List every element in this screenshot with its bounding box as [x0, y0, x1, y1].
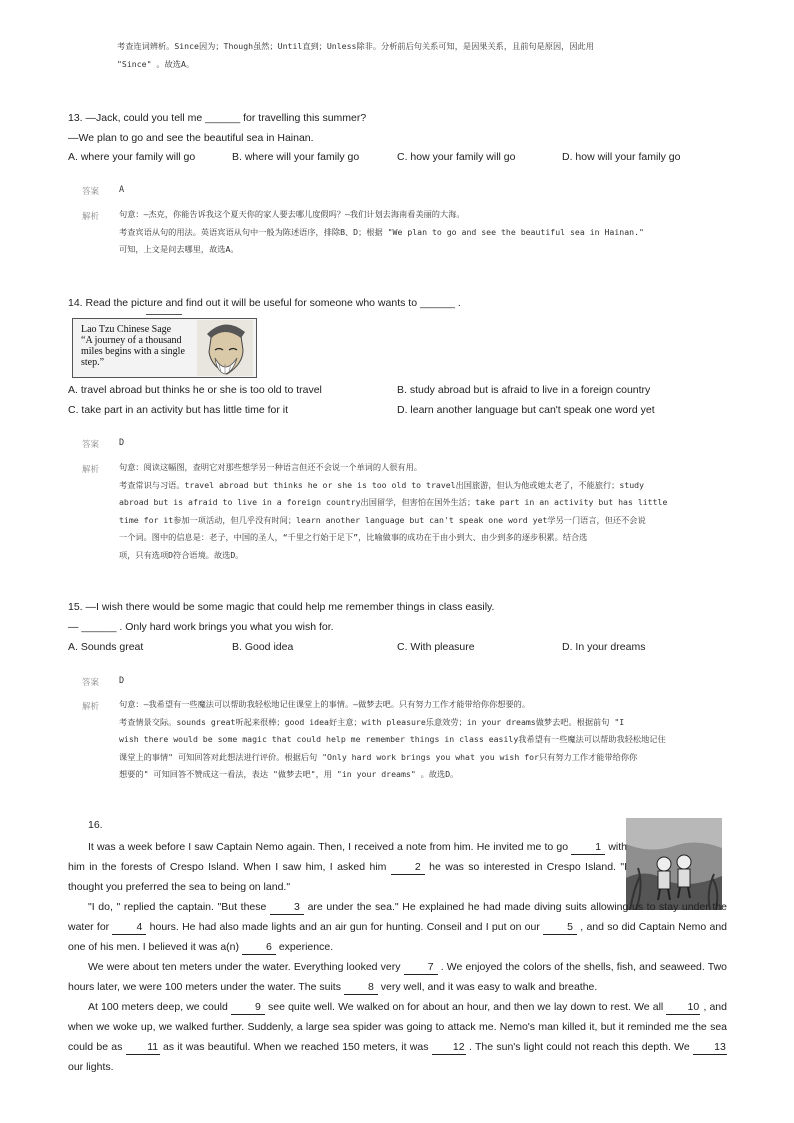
q13-option-a[interactable]: A. where your family will go — [68, 151, 196, 163]
blank-1[interactable]: 1 — [571, 840, 605, 855]
picture-caption-line: miles begins with a single — [81, 346, 185, 357]
q14-stem: 14. Read the picture and find out it will be useful for someone who wants to ______ . — [68, 297, 461, 309]
q15-option-c[interactable]: C. With pleasure — [397, 641, 475, 653]
lao-tzu-picture — [72, 318, 257, 378]
q15-expl-line: wish there would be some magic that could help me remember things in class easily我希望有一些魔法可以帮助我轻松地记住 — [119, 734, 666, 744]
q15-expl-line: 句意：—我希望有一些魔法可以帮助我轻松地记住课堂上的事情。—做梦去吧。只有努力工作才能带给你你想要的。 — [119, 699, 531, 709]
blank-4[interactable]: 4 — [112, 920, 146, 935]
passage-text: "I do, " replied the captain. "But these — [88, 901, 270, 913]
q15-expl-line: 考查情景交际。sounds great听起来很棒；good idea好主意；with pleasure乐意效劳；in your dreams做梦去吧。根据前句 "I — [119, 716, 625, 727]
q13-option-b[interactable]: B. where will your family go — [232, 151, 360, 163]
q14-explanation — [119, 459, 667, 564]
picture-top-mark — [146, 314, 182, 315]
passage-text: . We enjoyed the colors of the shells, fish, and seaweed. Two hours later, we were 100 meters under the water. The suits — [68, 961, 727, 993]
passage-text: he was so interested in Crespo Island. "I thought you preferred the sea to being on land." — [68, 861, 627, 893]
passage-text: It was a week before I saw Captain Nemo again. Then, I received a note from him. He invited me to go — [88, 841, 572, 853]
q14-expl-line: 一个词。图中的信息是：老子，中国的圣人，“千里之行始于足下”，比喻做事的成功在于由小到大、由少到多的逐步积累。结合选 — [119, 532, 588, 542]
passage-text: hours. He had also made lights and an air gun for hunting. Conseil and I put on our — [146, 921, 544, 933]
blank-13[interactable]: 13 — [693, 1040, 727, 1055]
picture-caption-line: step.” — [81, 357, 105, 368]
picture-caption-line: Lao Tzu Chinese Sage — [81, 324, 172, 335]
q13-stem-line: 13. —Jack, could you tell me ______ for travelling this summer? — [68, 112, 367, 124]
q14-expl-line: 项，只有选项D符合语境。故选D。 — [119, 549, 244, 560]
q16-paragraph-4 — [68, 997, 727, 1077]
passage-text: We were about ten meters under the water. Everything looked very — [88, 961, 404, 973]
q13-expl-line: 句意：—杰克，你能告诉我这个夏天你的家人要去哪儿度假吗？—我们计划去海南看美丽的大海。 — [119, 209, 465, 219]
q15-option-b[interactable]: B. Good idea — [232, 641, 294, 653]
q15-explanation — [119, 696, 666, 784]
q15-stem-line: 15. —I wish there would be some magic that could help me remember things in class easily. — [68, 601, 495, 613]
passage-text: At 100 meters deep, we could — [88, 1001, 231, 1013]
passage-text: . The sun's light could not reach this depth. We — [465, 1041, 693, 1053]
q12-explanation — [117, 38, 594, 73]
blank-2[interactable]: 2 — [391, 860, 425, 875]
q14-expl-line: abroad but is afraid to live in a foreign country出国留学，但害怕在国外生活；take part in an activity but has little — [119, 497, 668, 507]
q14-option-a[interactable]: A. travel abroad but thinks he or she is too old to travel — [68, 384, 322, 396]
q12-expl-line: "Since" 。故选A。 — [117, 58, 195, 69]
passage-text: , and so did Captain Nemo and one of his men. I believed it was a(n) — [68, 921, 728, 953]
q16-number: 16. — [88, 819, 103, 831]
passage-text: very well, and it was easy to walk and breathe. — [377, 981, 598, 993]
q13-option-d[interactable]: D. how will your family go — [562, 151, 681, 163]
q15-answer-tag: 答案 — [82, 678, 100, 688]
q14-option-d[interactable]: D. learn another language but can't speak one word yet — [397, 404, 655, 416]
q16-paragraph-2 — [68, 897, 727, 957]
q13-stem — [68, 108, 366, 148]
q12-expl-line: 考查连词辨析。Since因为；Though虽然；Until直到；Unless除非。分析前后句关系可知，是因果关系，且前句是原因，因此用 — [117, 41, 594, 51]
q13-expl-line: 可知，上文是问去哪里，故选A。 — [119, 244, 239, 254]
q15-expl-line: 课堂上的事情" 可知回答对此想法进行评价。根据后句 "Only hard work brings you what you wish for只有努力工作才能带给你你 — [119, 751, 638, 762]
blank-10[interactable]: 10 — [666, 1000, 700, 1015]
q13-stem-line: —We plan to go and see the beautiful sea in Hainan. — [68, 132, 314, 144]
passage-text: are under the sea." He explained he had made diving suits allowing us to stay under the water for — [68, 901, 727, 933]
blank-12[interactable]: 12 — [432, 1040, 466, 1055]
q15-stem — [68, 597, 494, 637]
q16-paragraph-1 — [68, 837, 727, 897]
blank-9[interactable]: 9 — [231, 1000, 265, 1015]
q15-answer: D — [119, 676, 125, 686]
q14-option-b[interactable]: B. study abroad but is afraid to live in a foreign country — [397, 384, 651, 396]
blank-7[interactable]: 7 — [404, 960, 438, 975]
passage-text: with him in the forests of Crespo Island. When I saw him, I asked him — [68, 841, 627, 873]
q13-explanation-tag: 解析 — [82, 212, 100, 222]
q13-explanation — [119, 206, 644, 259]
blank-6[interactable]: 6 — [242, 940, 276, 955]
q14-explanation-tag: 解析 — [82, 465, 100, 475]
q13-expl-line: 考查宾语从句的用法。英语宾语从句中一般为陈述语序，排除B、D；根据 "We plan to go and see the beautiful sea in Hainan." — [119, 226, 644, 237]
blank-8[interactable]: 8 — [344, 980, 378, 995]
blank-11[interactable]: 11 — [126, 1040, 160, 1055]
sage-portrait-icon — [197, 320, 253, 376]
passage-text: our lights. — [68, 1061, 114, 1073]
blank-3[interactable]: 3 — [270, 900, 304, 915]
passage-text: , and when we woke up, we walked further. Suddenly, a large sea spider was going to attack me. Nemo's man killed it, but it reminded me the sea could be as — [68, 1001, 727, 1053]
q16-paragraph-3 — [68, 957, 727, 997]
q14-expl-line: time for it参加一项活动，但几乎没有时间；learn another language but can't speak one word yet学另一门语言，但还不会说 — [119, 514, 646, 525]
q14-expl-line: 句意：阅读这幅图，查明它对那些想学另一种语言但还不会说一个单词的人很有用。 — [119, 462, 422, 472]
picture-caption-line: “A journey of a thousand — [81, 335, 182, 346]
passage-text: as it was beautiful. When we reached 150 meters, it was — [159, 1041, 432, 1053]
passage-text: experience. — [275, 941, 334, 953]
q13-answer: A — [119, 185, 125, 195]
q16-passage — [68, 837, 727, 1077]
q14-answer-tag: 答案 — [82, 440, 100, 450]
q13-answer-tag: 答案 — [82, 187, 100, 197]
q13-option-c[interactable]: C. how your family will go — [397, 151, 516, 163]
q15-option-d[interactable]: D. In your dreams — [562, 641, 646, 653]
q15-explanation-tag: 解析 — [82, 702, 100, 712]
q14-option-c[interactable]: C. take part in an activity but has little time for it — [68, 404, 289, 416]
q15-stem-line: — ______ . Only hard work brings you what you wish for. — [68, 621, 334, 633]
blank-5[interactable]: 5 — [543, 920, 577, 935]
passage-text: see quite well. We walked on for about an hour, and then we lay down to rest. We all — [264, 1001, 667, 1013]
q15-option-a[interactable]: A. Sounds great — [68, 641, 144, 653]
q14-expl-line: 考查常识与习语。travel abroad but thinks he or she is too old to travel出国旅游，但认为他或她太老了，不能旅行；study — [119, 479, 645, 490]
picture-caption — [81, 324, 201, 368]
q15-expl-line: 想要的" 可知回答不赞成这一看法，表达 "做梦去吧"，用 "in your dreams" 。故选D。 — [119, 769, 459, 779]
q14-answer: D — [119, 438, 125, 448]
